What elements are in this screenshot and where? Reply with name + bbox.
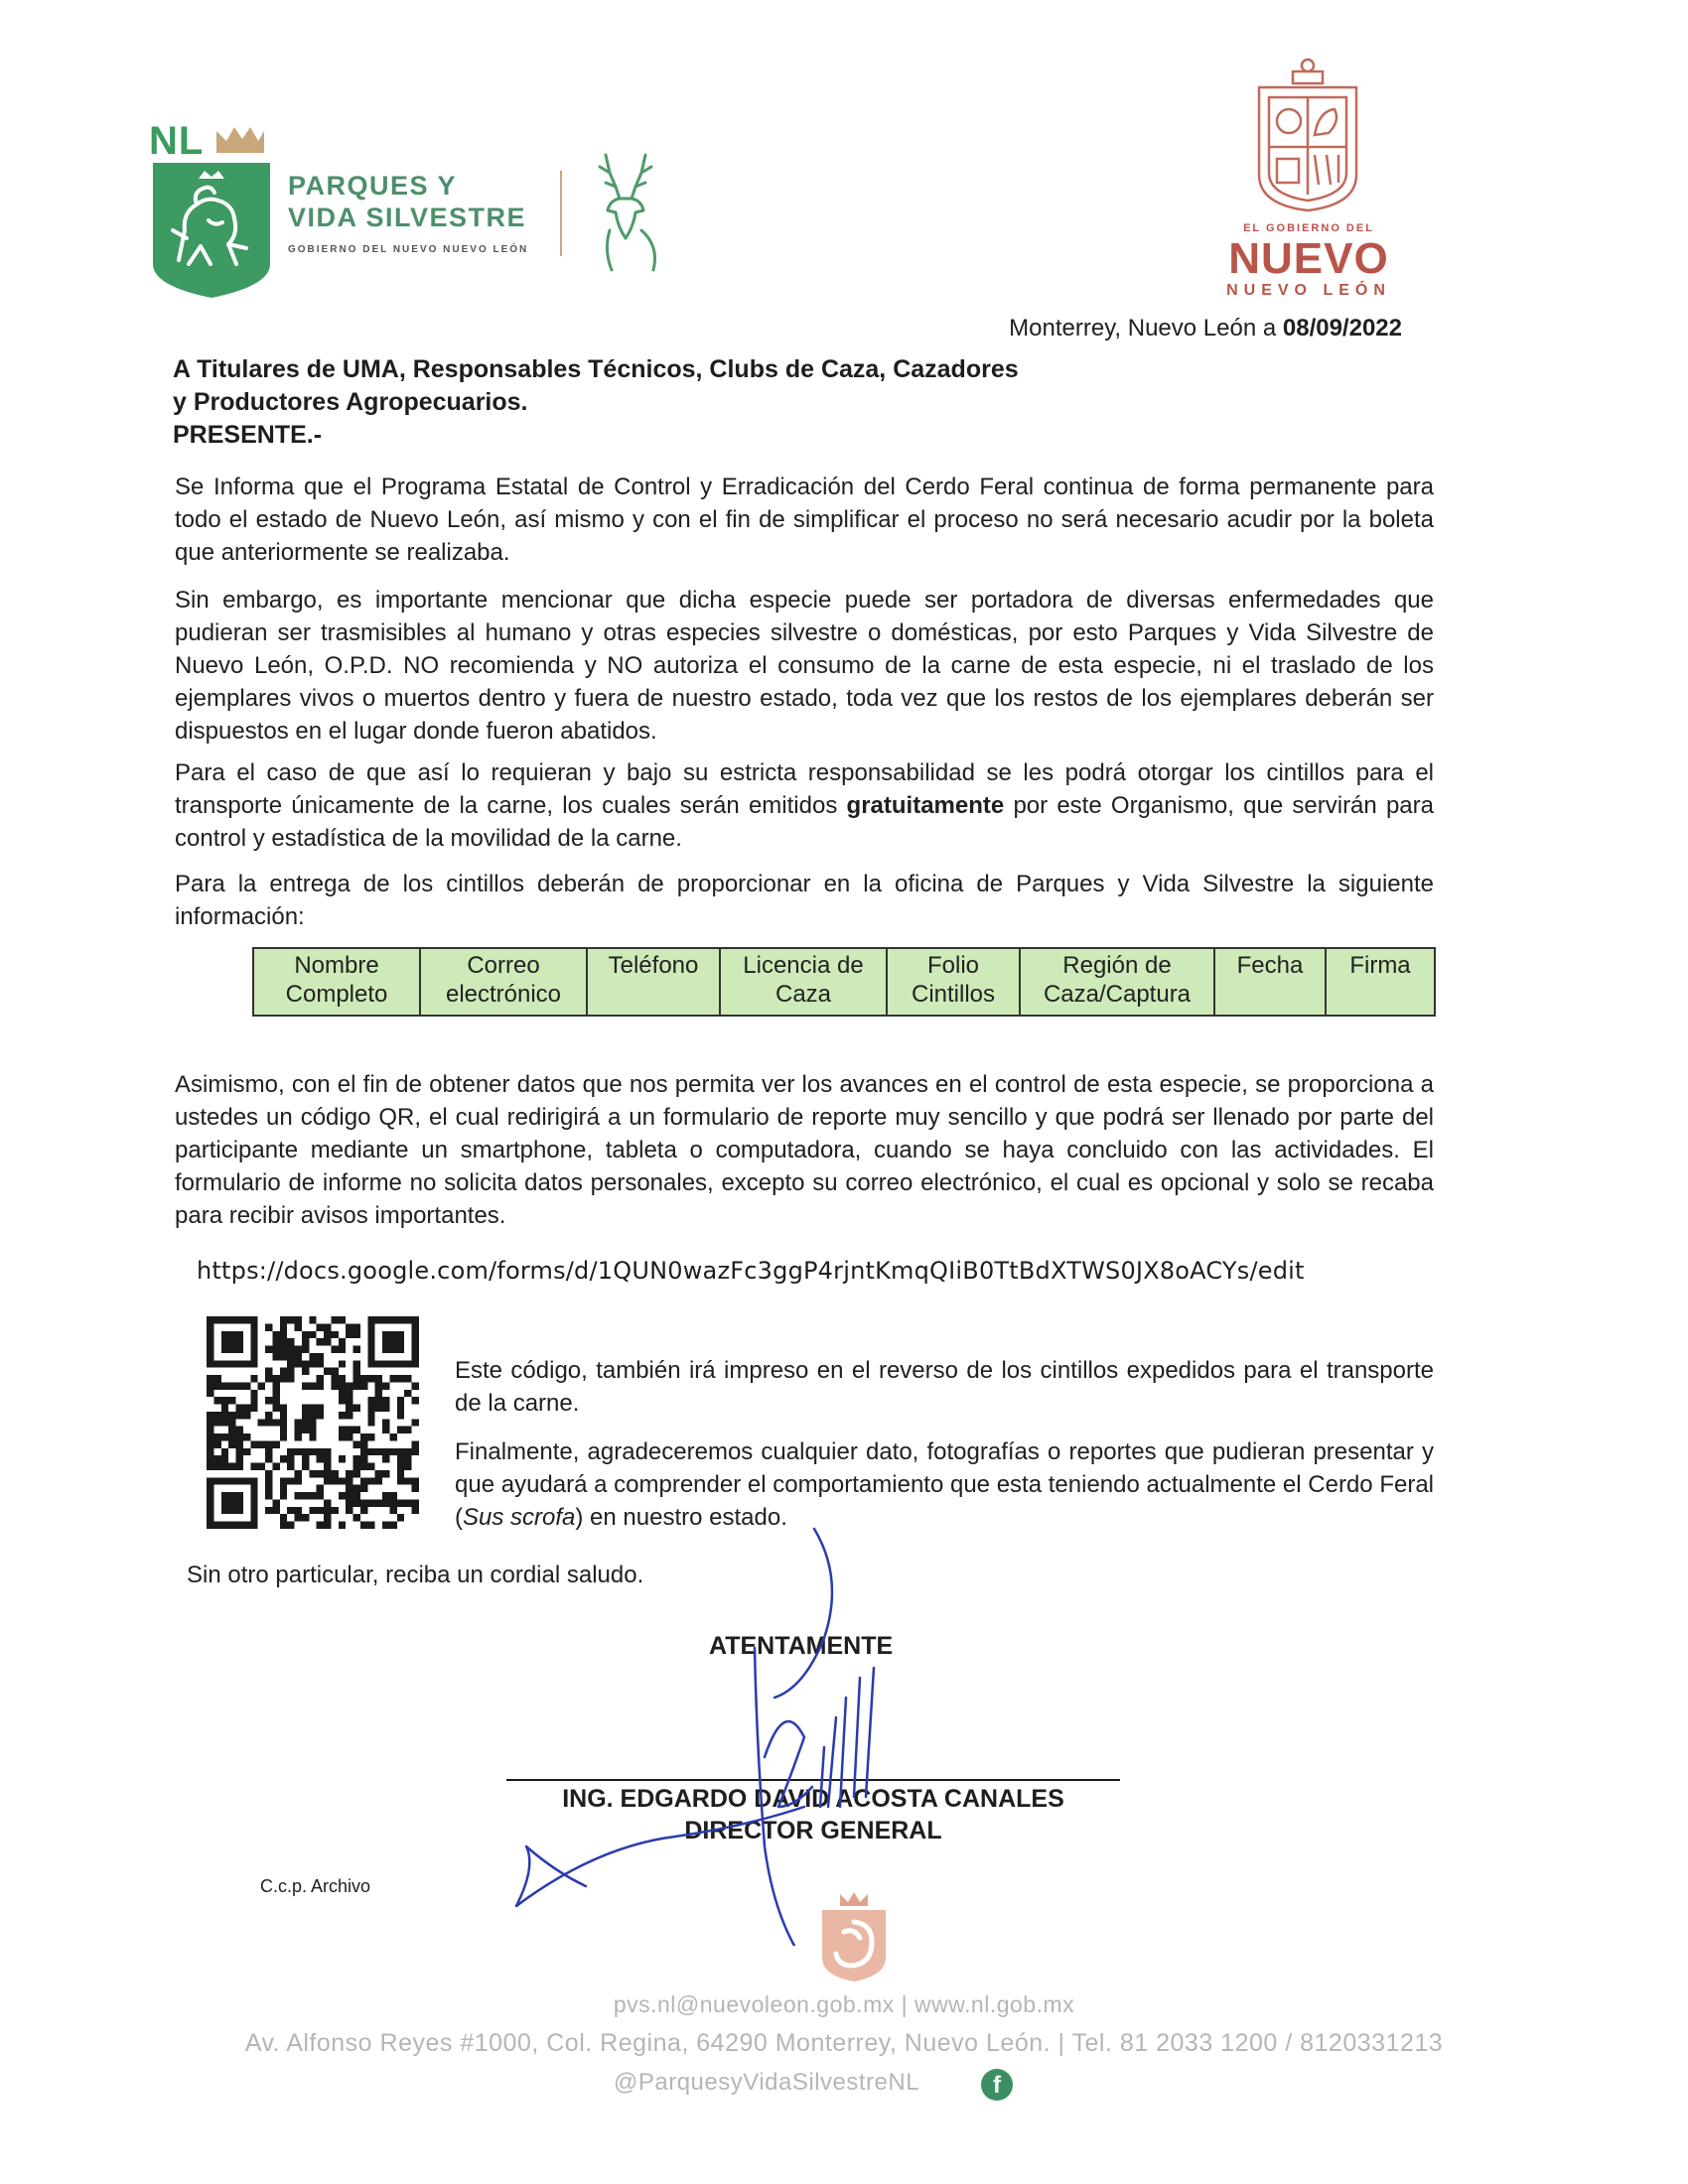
nl-logo-text: NL: [149, 119, 205, 163]
letter-date: 08/09/2022: [1282, 315, 1402, 341]
pvs-subtitle: GOBIERNO DEL NUEVO NUEVO LEÓN: [288, 244, 529, 255]
footer-address: Av. Alfonso Reyes #1000, Col. Regina, 64290 Monterrey, Nuevo León. | Tel. 81 2033 1200 / 8120331213: [244, 2029, 1444, 2057]
coat-of-arms-icon: [1249, 56, 1366, 214]
signer-name: ING. EDGARDO DAVID ACOSTA CANALES: [562, 1785, 1064, 1813]
table-header-row: [253, 948, 1435, 1016]
paragraph-4: Para la entrega de los cintillos deberán de proporcionar en la oficina de Parques y Vida Silvestre la siguiente información:: [175, 871, 1434, 930]
date-line: [1009, 312, 1402, 344]
pvs-title-line2: VIDA SILVESTRE: [288, 203, 527, 232]
crown-icon: [214, 123, 266, 155]
paragraph-7: [455, 1435, 1434, 1534]
table-header-cell: Folio Cintillos: [887, 948, 1020, 1016]
signer-title: DIRECTOR GENERAL: [684, 1817, 942, 1844]
ccp-archive: C.c.p. Archivo: [260, 1876, 371, 1896]
paragraph-6: Este código, también irá impreso en el reverso de los cintillos expedidos para el transporte de la carne.: [455, 1357, 1434, 1417]
gob-label-small: EL GOBIERNO DEL: [1243, 222, 1374, 234]
table-header-cell: Fecha: [1214, 948, 1326, 1016]
footer-emblem-icon: [814, 1888, 894, 1983]
header-divider: [560, 171, 562, 256]
footer-contact: pvs.nl@nuevoleon.gob.mx | www.nl.gob.mx: [613, 1991, 1075, 2017]
paragraph-1: Se Informa que el Programa Estatal de Control y Erradicación del Cerdo Feral continua de forma permanente para todo el estado de Nuevo León, así mismo y con el fin de simplificar el proceso no será necesario acudir por la boleta que anteriormente se realizaba.: [175, 474, 1434, 566]
atentamente: ATENTAMENTE: [709, 1632, 894, 1660]
gob-label-leon: NUEVO LEÓN: [1226, 282, 1391, 299]
recipients-line2: y Productores Agropecuarios.: [173, 388, 528, 416]
recipients-line1: A Titulares de UMA, Responsables Técnicos, Clubs de Caza, Cazadores: [173, 355, 1019, 383]
species-name: Sus scrofa: [463, 1504, 576, 1531]
paragraph-3: [175, 756, 1434, 855]
paragraph-3-tail: por este Organismo, que servirán para control y estadística de la movilidad de la carne.: [175, 792, 1434, 852]
recipients-block: [173, 353, 1186, 452]
footer-social-handle[interactable]: @ParquesyVidaSilvestreNL: [614, 2069, 920, 2096]
table-header-cell: Firma: [1326, 948, 1435, 1016]
pvs-title-line1: PARQUES Y: [288, 171, 458, 201]
gob-label-nuevo: NUEVO: [1228, 234, 1389, 283]
table-header-cell: Correo electrónico: [420, 948, 587, 1016]
paragraph-5: Asimismo, con el fin de obtener datos que nos permita ver los avances en el control de esta especie, se proporciona a ustedes un código QR, el cual redirigirá a un formulario de reporte muy sencillo y que podrá ser llenado por parte del participante mediante un smartphone, tableta o computadora, cuando se haya concluido con las actividades. El formulario de informe no solicita datos personales, excepto su correo electrónico, el cual es opcional y solo se recaba para recibir avisos importantes.: [175, 1071, 1434, 1229]
paragraph-3-text: Para el caso de que así lo requieran y bajo su estricta responsabilidad se les podrá otorgar los cintillos para el transporte únicamente de la carne, los cuales serán emitidos: [175, 759, 1434, 819]
table-header-cell: Nombre Completo: [253, 948, 420, 1016]
presente: PRESENTE.-: [173, 421, 323, 449]
table-header-cell: Región de Caza/Captura: [1020, 948, 1214, 1016]
signature-line: [506, 1779, 1120, 1781]
qr-code[interactable]: [207, 1316, 419, 1529]
date-prefix: Monterrey, Nuevo León a: [1009, 315, 1283, 341]
form-url-link[interactable]: https://docs.google.com/forms/d/1QUN0wazFc3ggP4rjntKmqQIiB0TtBdXTWS0JX8oACYs/edit: [197, 1257, 1305, 1285]
facebook-icon[interactable]: f: [981, 2069, 1013, 2101]
paragraph-3-bold: gratuitamente: [846, 792, 1005, 819]
table-header-cell: Teléfono: [587, 948, 720, 1016]
pvs-shield-logo: [149, 161, 274, 300]
paragraph-7-text: Finalmente, agradeceremos cualquier dato, fotografías o reportes que pudieran presentar y que ayudará a comprender el comportamiento que esta teniendo actualmente el Cerdo Feral (: [455, 1438, 1434, 1531]
paragraph-7-tail: ) en nuestro estado.: [575, 1504, 787, 1531]
closing-line: Sin otro particular, reciba un cordial saludo.: [187, 1562, 644, 1588]
table-header-cell: Licencia de Caza: [720, 948, 887, 1016]
paragraph-2: Sin embargo, es importante mencionar que dicha especie puede ser portadora de diversas enfermedades que pudieran ser trasmisibles al humano y otras especies silvestre o domésticas, por esto Parques y Vida Silvestre de Nuevo León, O.P.D. NO recomienda y NO autoriza el consumo de la carne de esta especie, ni el traslado de los ejemplares vivos o muertos dentro y fuera de nuestro estado, toda vez que los restos de los ejemplares deberán ser dispuestos en el lugar donde fueron abatidos.: [175, 587, 1434, 745]
required-info-table: [252, 947, 1436, 1017]
deer-icon: [576, 147, 675, 276]
